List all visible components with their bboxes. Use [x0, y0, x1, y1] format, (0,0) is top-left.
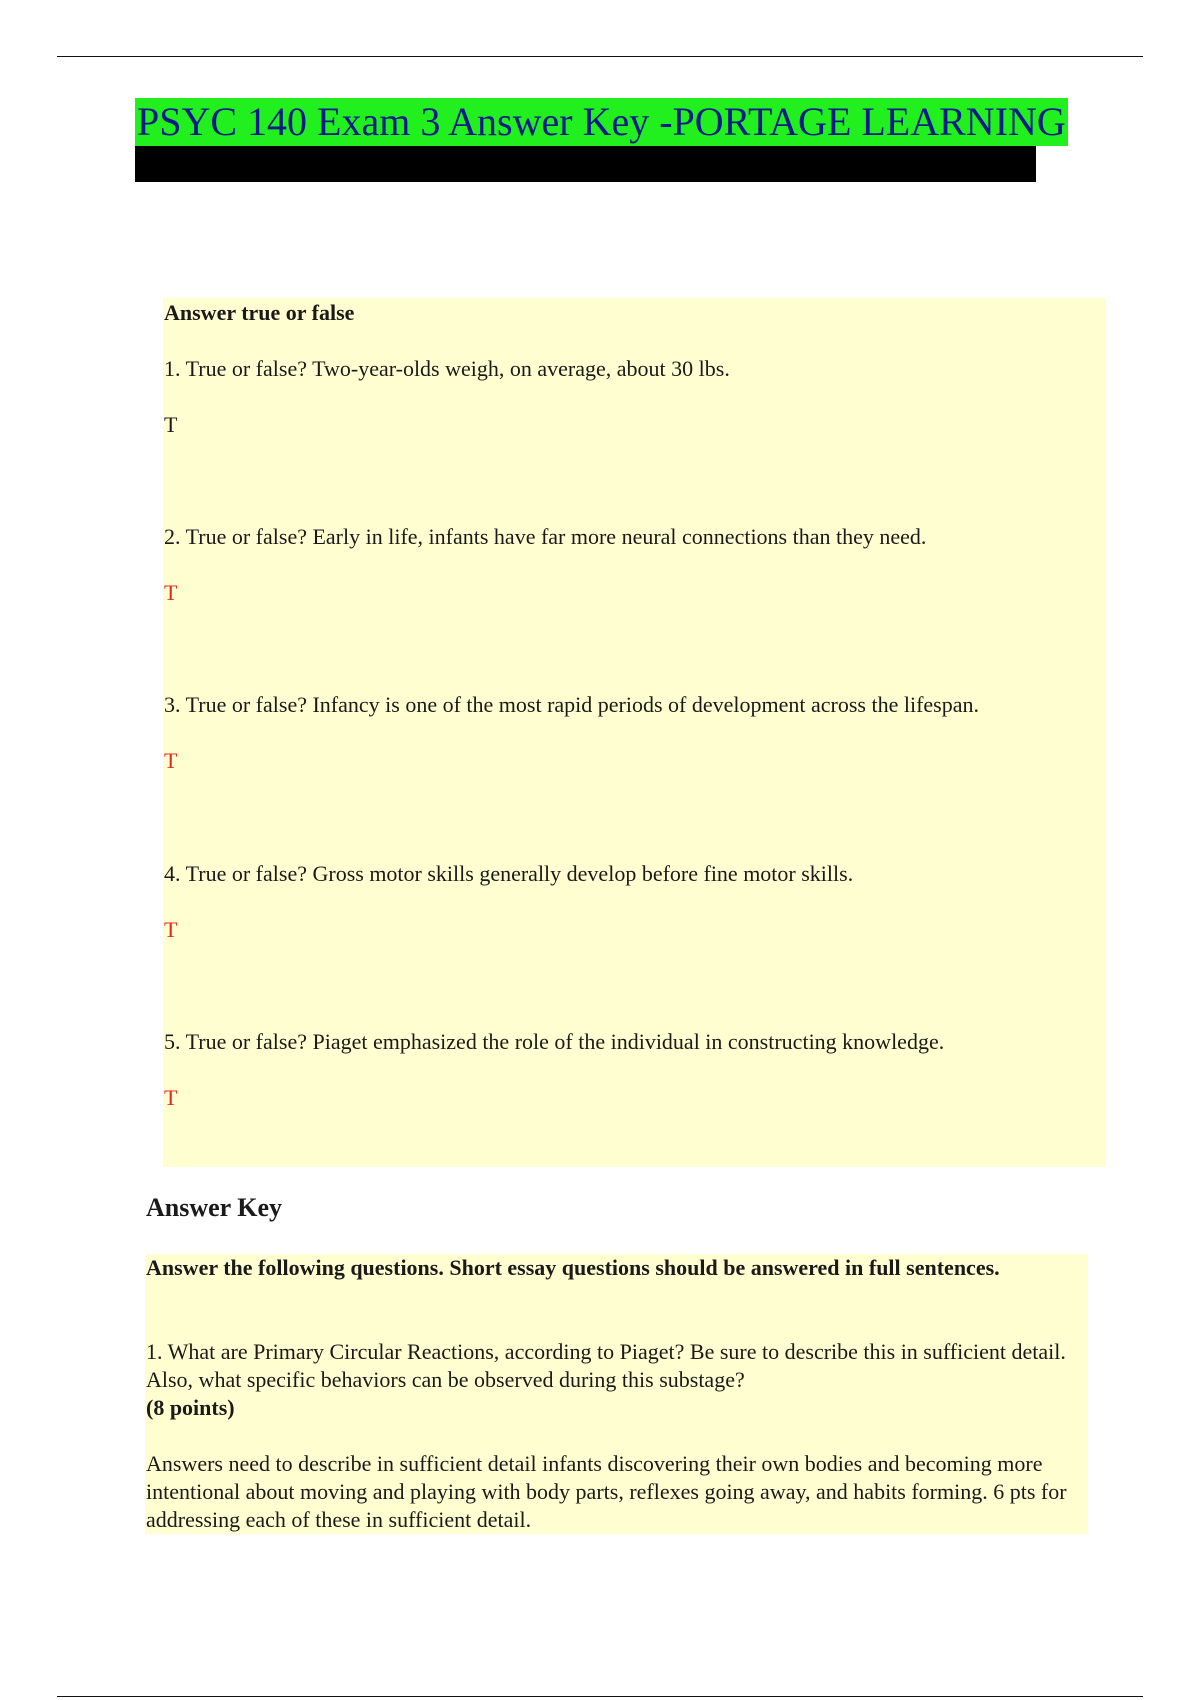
page-title: PSYC 140 Exam 3 Answer Key -PORTAGE LEARNING	[137, 99, 1066, 144]
question-3: 3. True or false? Infancy is one of the most rapid periods of development across the lifespan.	[164, 692, 980, 717]
answer-3: T	[164, 748, 178, 773]
redaction-bar	[135, 146, 1036, 182]
top-rule	[57, 56, 1143, 57]
answer-4: T	[164, 917, 178, 942]
essay-instructions: Answer the following questions. Short essay questions should be answered in full sentences.	[146, 1255, 1000, 1280]
answer-2: T	[164, 580, 178, 605]
answer-1: T	[164, 412, 178, 437]
question-1: 1. True or false? Two-year-olds weigh, on average, about 30 lbs.	[164, 356, 730, 381]
essay-question-points: (8 points)	[146, 1395, 235, 1420]
question-4: 4. True or false? Gross motor skills generally develop before fine motor skills.	[164, 861, 854, 886]
question-2: 2. True or false? Early in life, infants have far more neural connections than they need.	[164, 524, 927, 549]
bottom-rule	[57, 1696, 1143, 1697]
answer-key-heading: Answer Key	[146, 1193, 283, 1222]
answer-5: T	[164, 1085, 178, 1110]
essay-question-1: 1. What are Primary Circular Reactions, according to Piaget? Be sure to describe this in sufficient detail. Also, what specific behaviors can be observed during this substage?	[146, 1339, 1066, 1392]
question-5: 5. True or false? Piaget emphasized the role of the individual in constructing knowledge.	[164, 1029, 945, 1054]
essay-answer-1: Answers need to describe in sufficient detail infants discovering their own bodies and becoming more intentional about moving and playing with body parts, reflexes going away, and habits forming. 6 pts for addressing each of these in sufficient detail.	[146, 1451, 1067, 1532]
true-false-heading: Answer true or false	[164, 300, 355, 325]
